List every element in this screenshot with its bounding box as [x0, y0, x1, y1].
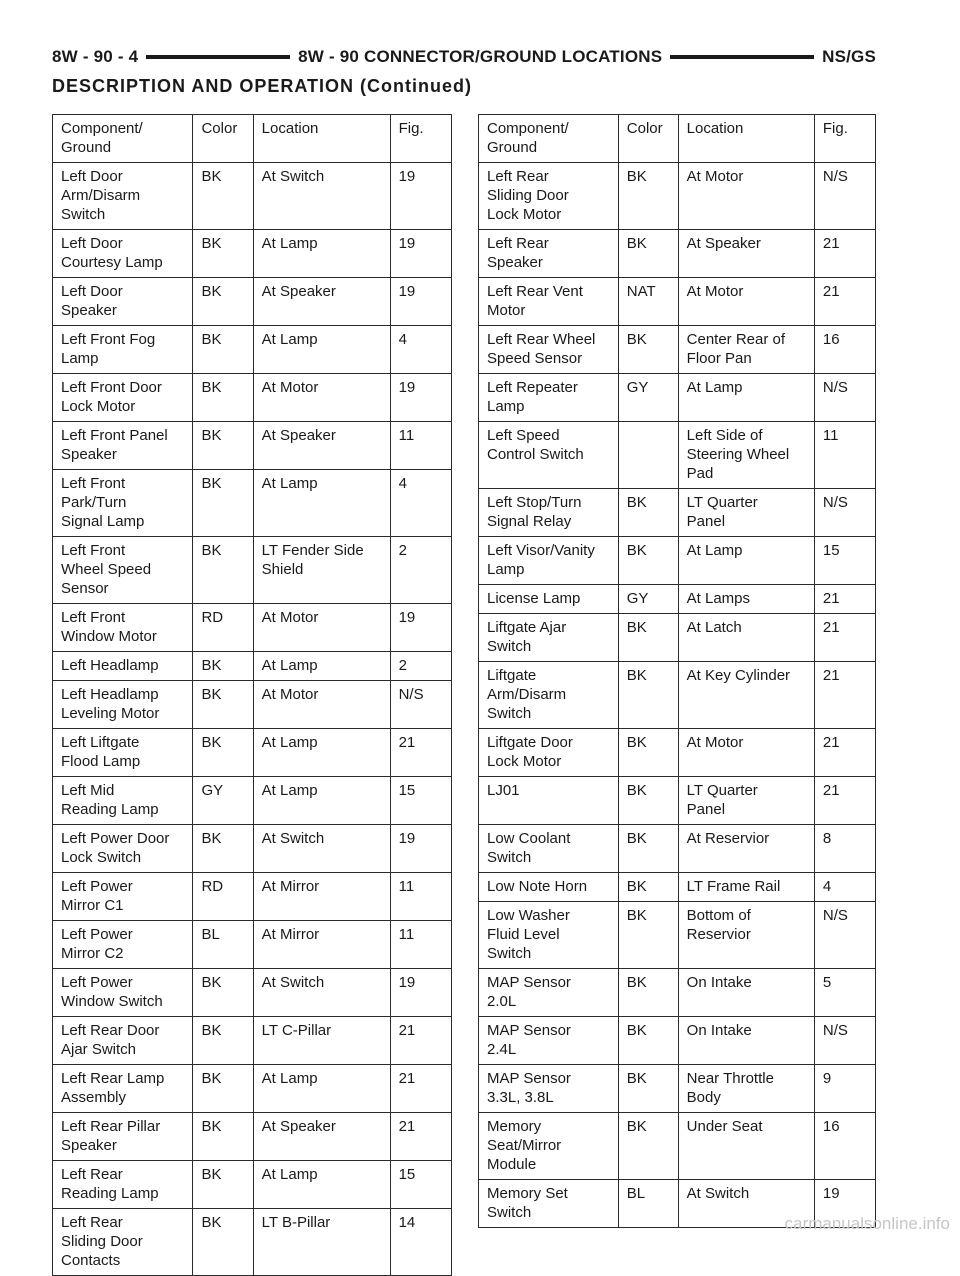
- cell-location: At Lamp: [678, 537, 814, 585]
- cell-color: BK: [193, 1209, 253, 1276]
- cell-component: Liftgate Ajar Switch: [479, 614, 619, 662]
- cell-component: Left Front Park/Turn Signal Lamp: [53, 470, 193, 537]
- connector-table-left: [52, 114, 452, 1276]
- cell-fig: 21: [814, 729, 875, 777]
- table-row: [479, 825, 876, 873]
- cell-fig: 19: [814, 1180, 875, 1228]
- table-row: [479, 230, 876, 278]
- column-header-component: Component/ Ground: [479, 115, 619, 163]
- table-row: [479, 614, 876, 662]
- column-header-fig: Fig.: [390, 115, 451, 163]
- cell-fig: 4: [390, 470, 451, 537]
- table-row: [53, 681, 452, 729]
- cell-fig: 21: [814, 585, 875, 614]
- cell-color: BK: [193, 422, 253, 470]
- table-row: [53, 1113, 452, 1161]
- table-row: [53, 537, 452, 604]
- table-row: [53, 1065, 452, 1113]
- cell-color: BK: [618, 1017, 678, 1065]
- cell-fig: 21: [390, 1017, 451, 1065]
- table-row: [479, 489, 876, 537]
- cell-component: LJ01: [479, 777, 619, 825]
- column-header-color: Color: [193, 115, 253, 163]
- cell-location: At Lamp: [253, 326, 390, 374]
- cell-component: Left Rear Sliding Door Contacts: [53, 1209, 193, 1276]
- connector-table-right: [478, 114, 876, 1228]
- cell-location: At Lamp: [253, 1065, 390, 1113]
- cell-color: BK: [193, 969, 253, 1017]
- cell-color: BL: [618, 1180, 678, 1228]
- cell-fig: 21: [814, 777, 875, 825]
- cell-fig: N/S: [814, 489, 875, 537]
- table-row: [53, 1209, 452, 1276]
- cell-color: BK: [618, 729, 678, 777]
- cell-location: Under Seat: [678, 1113, 814, 1180]
- cell-component: Left Mid Reading Lamp: [53, 777, 193, 825]
- cell-fig: 16: [814, 1113, 875, 1180]
- table-row: [479, 422, 876, 489]
- table-header-row: [479, 115, 876, 163]
- cell-component: Left Visor/Vanity Lamp: [479, 537, 619, 585]
- cell-location: At Motor: [678, 729, 814, 777]
- cell-color: BL: [193, 921, 253, 969]
- table-row: [479, 873, 876, 902]
- cell-fig: 15: [390, 777, 451, 825]
- table-row: [479, 163, 876, 230]
- table-row: [479, 374, 876, 422]
- cell-location: At Speaker: [253, 1113, 390, 1161]
- cell-color: BK: [618, 902, 678, 969]
- cell-color: BK: [618, 1065, 678, 1113]
- cell-color: RD: [193, 873, 253, 921]
- cell-color: BK: [618, 825, 678, 873]
- cell-fig: 9: [814, 1065, 875, 1113]
- cell-location: At Reservior: [678, 825, 814, 873]
- cell-color: BK: [193, 681, 253, 729]
- cell-color: BK: [193, 1161, 253, 1209]
- cell-component: MAP Sensor 2.4L: [479, 1017, 619, 1065]
- cell-color: RD: [193, 604, 253, 652]
- page-header: [52, 44, 876, 70]
- cell-fig: 21: [390, 1065, 451, 1113]
- page-number: 8W - 90 - 4: [52, 47, 139, 66]
- cell-component: Left Rear Reading Lamp: [53, 1161, 193, 1209]
- cell-location: Left Side of Steering Wheel Pad: [678, 422, 814, 489]
- cell-location: At Motor: [678, 163, 814, 230]
- cell-location: At Speaker: [678, 230, 814, 278]
- header-rule-right: [670, 55, 814, 59]
- table-row: [479, 902, 876, 969]
- cell-component: Left Front Wheel Speed Sensor: [53, 537, 193, 604]
- cell-location: At Speaker: [253, 422, 390, 470]
- cell-location: At Mirror: [253, 873, 390, 921]
- table-row: [53, 777, 452, 825]
- cell-fig: 15: [390, 1161, 451, 1209]
- table-row: [53, 604, 452, 652]
- cell-location: At Motor: [253, 604, 390, 652]
- cell-color: BK: [193, 326, 253, 374]
- table-row: [53, 326, 452, 374]
- cell-fig: 11: [390, 873, 451, 921]
- cell-color: BK: [618, 662, 678, 729]
- cell-fig: 21: [814, 662, 875, 729]
- cell-location: At Lamps: [678, 585, 814, 614]
- cell-component: Left Power Window Switch: [53, 969, 193, 1017]
- table-row: [479, 278, 876, 326]
- cell-component: Left Front Window Motor: [53, 604, 193, 652]
- cell-color: BK: [193, 825, 253, 873]
- cell-location: At Motor: [678, 278, 814, 326]
- cell-component: Left Door Speaker: [53, 278, 193, 326]
- table-row: [53, 652, 452, 681]
- column-header-location: Location: [253, 115, 390, 163]
- cell-location: Bottom of Reservior: [678, 902, 814, 969]
- cell-color: BK: [618, 537, 678, 585]
- cell-color: GY: [618, 585, 678, 614]
- cell-color: BK: [193, 1017, 253, 1065]
- section-heading: 8W - 90 CONNECTOR/GROUND LOCATIONS: [298, 47, 663, 66]
- cell-fig: 19: [390, 230, 451, 278]
- cell-component: MAP Sensor 2.0L: [479, 969, 619, 1017]
- cell-component: Low Note Horn: [479, 873, 619, 902]
- cell-color: BK: [193, 470, 253, 537]
- column-header-fig: Fig.: [814, 115, 875, 163]
- cell-color: BK: [618, 326, 678, 374]
- cell-location: At Lamp: [253, 652, 390, 681]
- model-code: NS/GS: [822, 47, 877, 66]
- cell-location: LT Fender Side Shield: [253, 537, 390, 604]
- cell-fig: 21: [390, 729, 451, 777]
- cell-component: Liftgate Door Lock Motor: [479, 729, 619, 777]
- cell-location: LT C-Pillar: [253, 1017, 390, 1065]
- cell-component: Left Liftgate Flood Lamp: [53, 729, 193, 777]
- cell-fig: 21: [814, 614, 875, 662]
- cell-component: Left Front Door Lock Motor: [53, 374, 193, 422]
- cell-location: At Lamp: [253, 729, 390, 777]
- table-header-row: [53, 115, 452, 163]
- table-row: [479, 1113, 876, 1180]
- cell-component: Left Rear Sliding Door Lock Motor: [479, 163, 619, 230]
- cell-fig: 4: [814, 873, 875, 902]
- cell-color: [618, 422, 678, 489]
- cell-component: Left Rear Wheel Speed Sensor: [479, 326, 619, 374]
- cell-fig: 21: [814, 230, 875, 278]
- cell-component: Left Rear Vent Motor: [479, 278, 619, 326]
- cell-color: BK: [193, 374, 253, 422]
- cell-color: BK: [618, 873, 678, 902]
- cell-color: BK: [618, 163, 678, 230]
- cell-fig: 19: [390, 278, 451, 326]
- table-row: [53, 873, 452, 921]
- cell-color: BK: [618, 489, 678, 537]
- page-title: DESCRIPTION AND OPERATION (Continued): [52, 76, 472, 96]
- cell-location: LT Quarter Panel: [678, 489, 814, 537]
- cell-component: Left Door Courtesy Lamp: [53, 230, 193, 278]
- cell-color: NAT: [618, 278, 678, 326]
- cell-location: On Intake: [678, 1017, 814, 1065]
- cell-fig: N/S: [814, 374, 875, 422]
- cell-color: GY: [193, 777, 253, 825]
- cell-fig: N/S: [814, 163, 875, 230]
- table-row: [53, 163, 452, 230]
- cell-color: BK: [618, 230, 678, 278]
- cell-fig: 21: [814, 278, 875, 326]
- cell-location: At Motor: [253, 374, 390, 422]
- table-row: [53, 374, 452, 422]
- cell-location: LT B-Pillar: [253, 1209, 390, 1276]
- cell-color: GY: [618, 374, 678, 422]
- cell-component: MAP Sensor 3.3L, 3.8L: [479, 1065, 619, 1113]
- cell-fig: 19: [390, 604, 451, 652]
- cell-fig: 16: [814, 326, 875, 374]
- table-row: [479, 1017, 876, 1065]
- cell-color: BK: [618, 969, 678, 1017]
- table-row: [53, 921, 452, 969]
- cell-fig: 2: [390, 537, 451, 604]
- cell-fig: 11: [390, 921, 451, 969]
- cell-color: BK: [193, 1113, 253, 1161]
- table-row: [479, 326, 876, 374]
- cell-fig: 8: [814, 825, 875, 873]
- cell-component: Memory Set Switch: [479, 1180, 619, 1228]
- table-row: [479, 662, 876, 729]
- column-header-location: Location: [678, 115, 814, 163]
- cell-component: Left Speed Control Switch: [479, 422, 619, 489]
- cell-location: At Switch: [253, 163, 390, 230]
- cell-location: At Lamp: [253, 777, 390, 825]
- cell-location: At Mirror: [253, 921, 390, 969]
- cell-fig: 19: [390, 374, 451, 422]
- cell-color: BK: [193, 163, 253, 230]
- cell-component: Low Coolant Switch: [479, 825, 619, 873]
- cell-fig: 19: [390, 163, 451, 230]
- cell-component: Left Stop/Turn Signal Relay: [479, 489, 619, 537]
- column-header-component: Component/ Ground: [53, 115, 193, 163]
- cell-location: At Lamp: [253, 230, 390, 278]
- table-row: [53, 1017, 452, 1065]
- cell-component: Memory Seat/Mirror Module: [479, 1113, 619, 1180]
- cell-fig: 14: [390, 1209, 451, 1276]
- cell-location: Center Rear of Floor Pan: [678, 326, 814, 374]
- cell-component: Left Power Door Lock Switch: [53, 825, 193, 873]
- cell-component: Left Rear Pillar Speaker: [53, 1113, 193, 1161]
- cell-fig: 19: [390, 825, 451, 873]
- cell-color: BK: [618, 1113, 678, 1180]
- cell-location: At Switch: [253, 969, 390, 1017]
- cell-component: Left Headlamp: [53, 652, 193, 681]
- cell-color: BK: [193, 1065, 253, 1113]
- cell-color: BK: [618, 614, 678, 662]
- cell-component: Left Rear Speaker: [479, 230, 619, 278]
- cell-component: Left Power Mirror C2: [53, 921, 193, 969]
- watermark: carmanualsonline.info: [784, 1214, 950, 1233]
- cell-location: LT Quarter Panel: [678, 777, 814, 825]
- table-row: [479, 969, 876, 1017]
- cell-component: Liftgate Arm/Disarm Switch: [479, 662, 619, 729]
- cell-fig: 5: [814, 969, 875, 1017]
- cell-color: BK: [193, 537, 253, 604]
- cell-fig: 11: [390, 422, 451, 470]
- cell-component: Left Rear Lamp Assembly: [53, 1065, 193, 1113]
- table-row: [479, 585, 876, 614]
- table-row: [479, 537, 876, 585]
- cell-color: BK: [618, 777, 678, 825]
- table-row: [53, 278, 452, 326]
- cell-color: BK: [193, 652, 253, 681]
- table-row: [479, 777, 876, 825]
- cell-component: Left Front Panel Speaker: [53, 422, 193, 470]
- cell-location: At Lamp: [253, 1161, 390, 1209]
- cell-component: Left Front Fog Lamp: [53, 326, 193, 374]
- cell-location: Near Throttle Body: [678, 1065, 814, 1113]
- cell-location: At Motor: [253, 681, 390, 729]
- cell-component: Left Headlamp Leveling Motor: [53, 681, 193, 729]
- cell-location: LT Frame Rail: [678, 873, 814, 902]
- table-row: [53, 729, 452, 777]
- table-row: [53, 230, 452, 278]
- cell-location: At Switch: [253, 825, 390, 873]
- cell-fig: 4: [390, 326, 451, 374]
- cell-color: BK: [193, 278, 253, 326]
- cell-component: License Lamp: [479, 585, 619, 614]
- cell-component: Left Door Arm/Disarm Switch: [53, 163, 193, 230]
- table-row: [53, 825, 452, 873]
- table-row: [479, 729, 876, 777]
- cell-fig: N/S: [390, 681, 451, 729]
- cell-location: At Switch: [678, 1180, 814, 1228]
- cell-fig: 2: [390, 652, 451, 681]
- cell-component: Low Washer Fluid Level Switch: [479, 902, 619, 969]
- cell-location: At Latch: [678, 614, 814, 662]
- cell-color: BK: [193, 230, 253, 278]
- table-row: [479, 1065, 876, 1113]
- cell-location: At Speaker: [253, 278, 390, 326]
- cell-component: Left Rear Door Ajar Switch: [53, 1017, 193, 1065]
- cell-fig: 21: [390, 1113, 451, 1161]
- cell-location: At Lamp: [678, 374, 814, 422]
- table-row: [53, 969, 452, 1017]
- cell-location: At Lamp: [253, 470, 390, 537]
- cell-fig: 15: [814, 537, 875, 585]
- cell-location: On Intake: [678, 969, 814, 1017]
- table-row: [53, 422, 452, 470]
- cell-fig: 11: [814, 422, 875, 489]
- cell-component: Left Power Mirror C1: [53, 873, 193, 921]
- cell-fig: N/S: [814, 1017, 875, 1065]
- column-header-color: Color: [618, 115, 678, 163]
- cell-fig: N/S: [814, 902, 875, 969]
- table-row: [53, 1161, 452, 1209]
- cell-color: BK: [193, 729, 253, 777]
- cell-fig: 19: [390, 969, 451, 1017]
- table-row: [53, 470, 452, 537]
- cell-component: Left Repeater Lamp: [479, 374, 619, 422]
- header-rule-left: [146, 55, 290, 59]
- cell-location: At Key Cylinder: [678, 662, 814, 729]
